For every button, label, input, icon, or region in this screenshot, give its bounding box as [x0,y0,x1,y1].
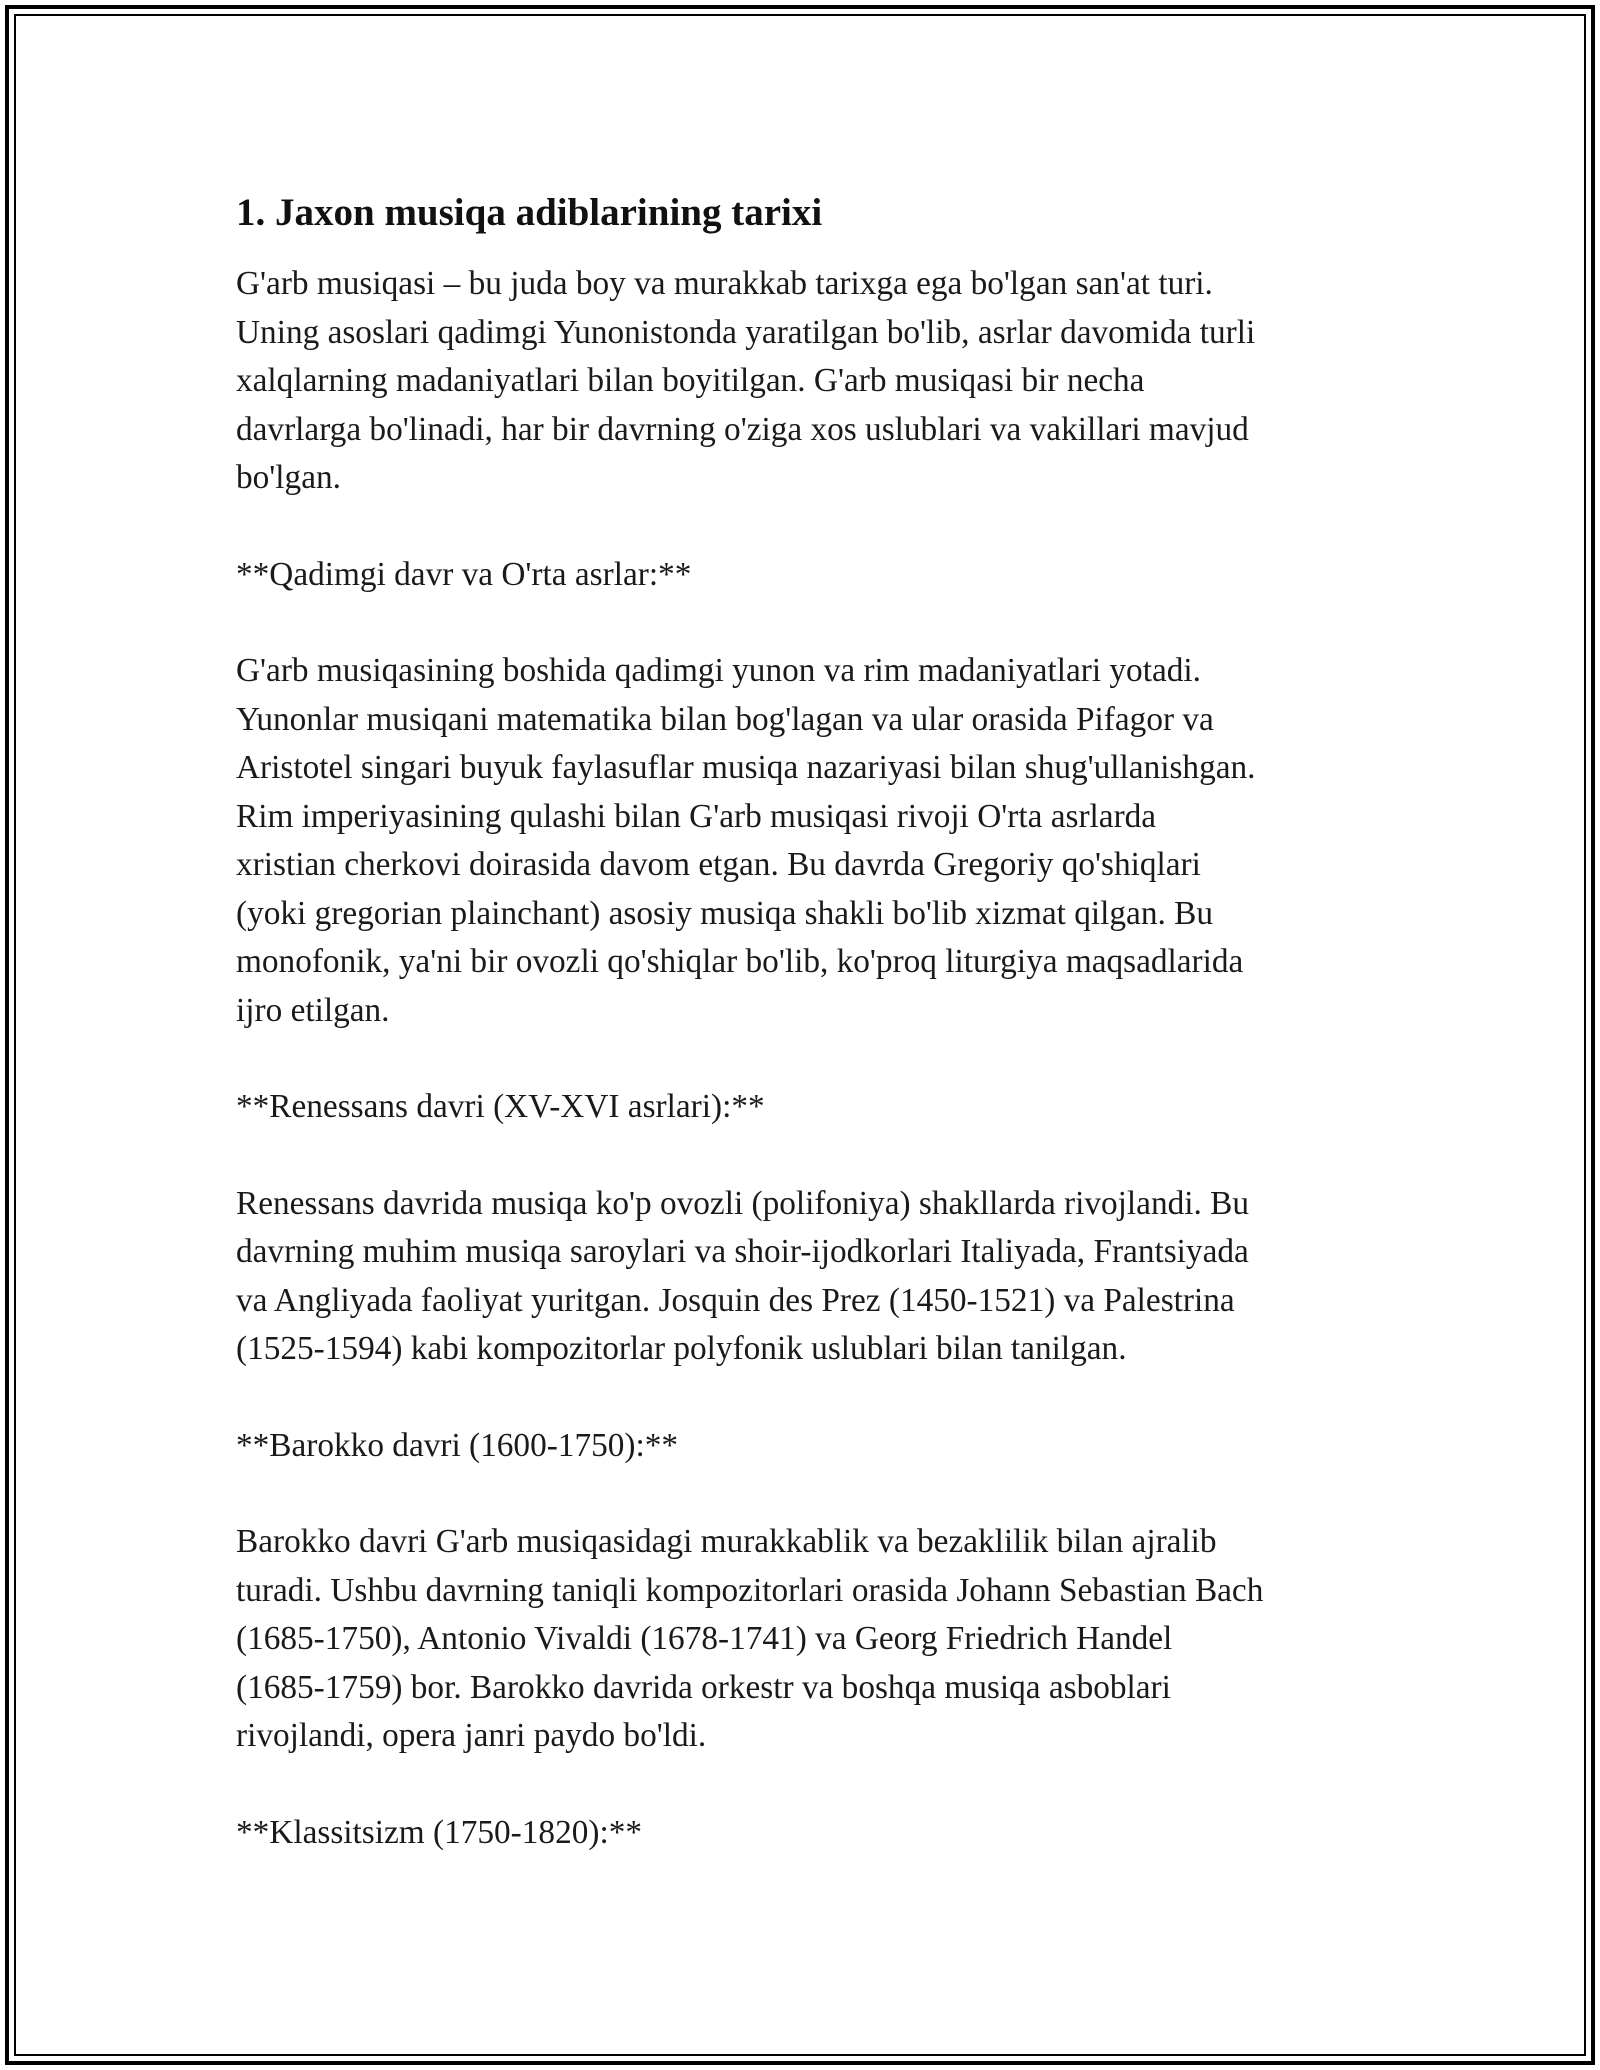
document-body [236,186,1396,1905]
section-heading-baroque: **Barokko davri (1600-1750):** [236,1426,679,1464]
intro-paragraph: G'arb musiqasi – bu juda boy va murakkab tarixga ega bo'lgan san'at turi. Uning asoslari qadimgi Yunonistonda yaratilgan bo'lib, asrlar davomida turli xalqlarning madaniyatlari bilan boyitilgan. G'arb musiqasi bir necha davrlarga bo'linadi, har bir davrning o'ziga xos uslublari va vakillari mavjud bo'lgan. [236,265,1256,496]
baroque-paragraph: Barokko davri G'arb musiqasidagi murakkablik va bezaklilik bilan ajralib turadi. Ushbu davrning taniqli kompozitorlari orasida Johann Sebastian Bach (1685-1750), Antonio Vivaldi (1678-1741) va Georg Friedrich Handel (1685-1759) bor. Barokko davrida orkestr va boshqa musiqa asboblari rivojlandi, opera janri paydo bo'ldi. [236,1523,1264,1754]
section-heading-ancient-medieval: **Qadimgi davr va O'rta asrlar:** [236,555,692,593]
renaissance-paragraph: Renessans davrida musiqa ko'p ovozli (polifoniya) shakllarda rivojlandi. Bu davrning muhim musiqa saroylari va shoir-ijodkorlari Italiyada, Frantsiyada va Angliyada faoliyat yuritgan. Josquin des Prez (1450-1521) va Palestrina (1525-1594) kabi kompozitorlar polyfonik uslublari bilan tanilgan. [236,1184,1250,1367]
section-heading-renaissance: **Renessans davri (XV-XVI asrlari):** [236,1088,765,1125]
document-title: 1. Jaxon musiqa adiblarining tarixi [236,191,823,234]
ancient-medieval-paragraph: G'arb musiqasining boshida qadimgi yunon va rim madaniyatlari yotadi. Yunonlar musiqani matematika bilan bog'lagan va ular orasida Pifagor va Aristotel singari buyuk faylasuflar musiqa nazariyasi bilan shug'ullanishgan. Rim imperiyasining qulashi bilan G'arb musiqasi rivoji O'rta asrlarda xristian cherkovi doirasida davom etgan. Bu davrda Gregoriy qo'shiqlari (yoki gregorian plainchant) asosiy musiqa shakli bo'lib xizmat qilgan. Bu monofonik, ya'ni bir ovozli qo'shiqlar bo'lib, ko'proq liturgiya maqsadlarida ijro etilgan. [236,652,1256,1029]
section-heading-classicism: **Klassitsizm (1750-1820):** [236,1813,643,1851]
